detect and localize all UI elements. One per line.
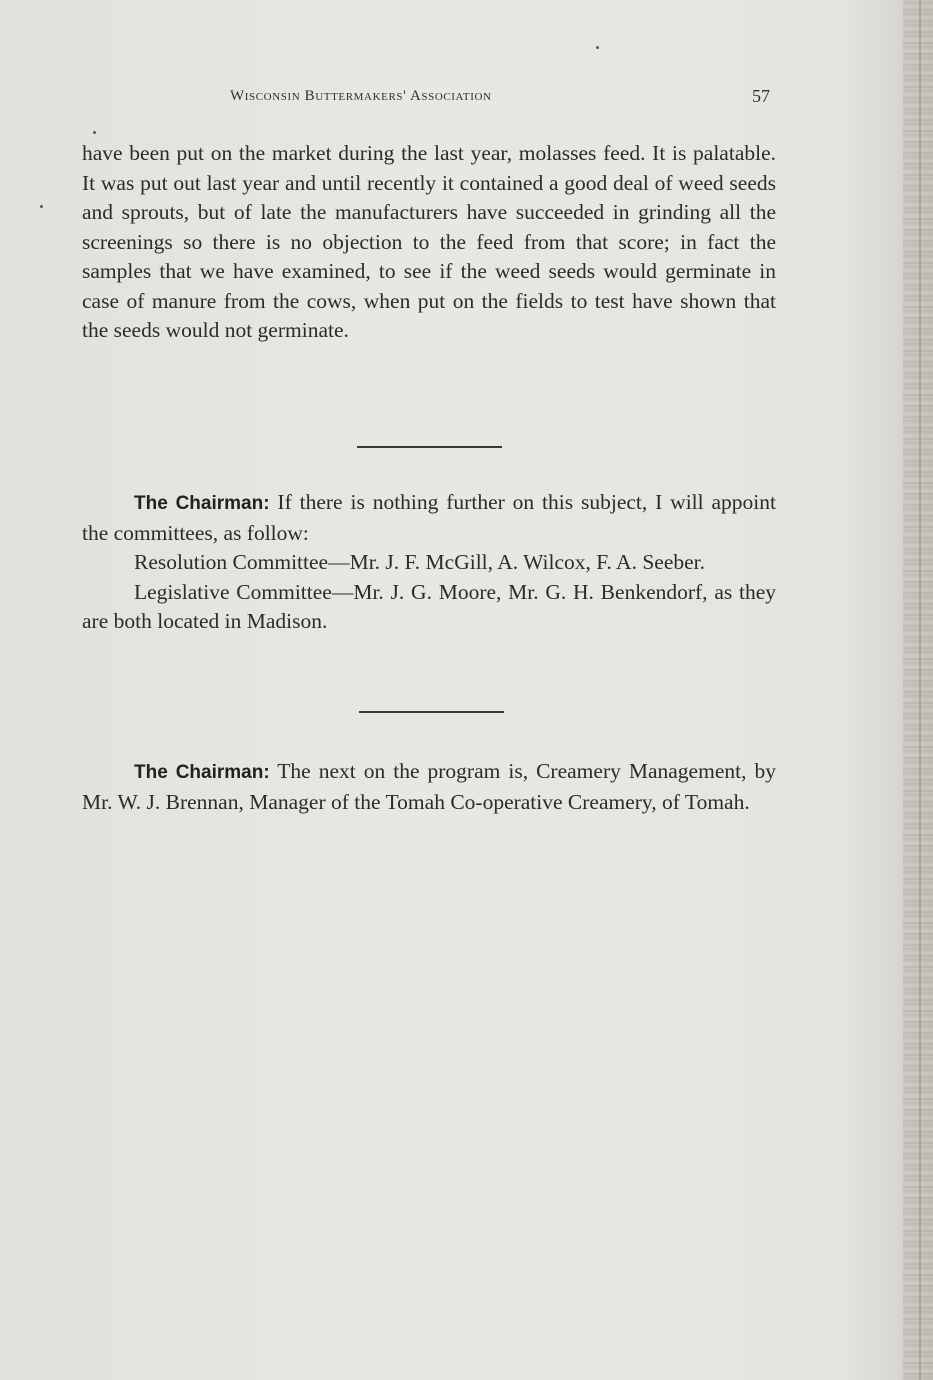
section-divider — [359, 711, 504, 713]
section-divider — [357, 446, 502, 448]
print-speck — [40, 205, 43, 208]
print-speck — [596, 46, 599, 49]
page-number: 57 — [752, 86, 770, 106]
paragraph-molasses-feed — [82, 139, 776, 346]
speaker-label: The Chairman: — [134, 762, 270, 783]
speaker-label: The Chairman: — [134, 493, 270, 514]
statement-text: The next on the program is, Creamery Management, by Mr. W. J. Brennan, Manager of the Tomah Co-operative Creamery, of Tomah. — [82, 759, 776, 814]
print-speck — [93, 131, 96, 134]
resolution-committee: Resolution Committee—Mr. J. F. McGill, A. Wilcox, F. A. Seeber. — [134, 550, 706, 574]
chairman-statement — [82, 757, 776, 817]
binding-shadow-line — [919, 0, 921, 1380]
paragraph-chairman-program — [82, 757, 776, 817]
chairman-statement — [82, 488, 776, 548]
paragraph-text: have been put on the market during the last year, molasses feed. It is palatable. It was put out last year and until recently it contained a good deal of weed seeds and sprouts, but of late the manufacturers have succeeded in grinding all the screenings so there is no objection to the feed from that score; in fact the samples that we have examined, to see if the weed seeds would germinate in case of manure from the cows, when put on the fields to test have shown that the seeds would not germinate. — [82, 141, 776, 342]
book-binding-edge — [903, 0, 933, 1380]
legislative-committee: Legislative Committee—Mr. J. G. Moore, Mr. G. H. Benkendorf, as they are both located in Madison. — [82, 579, 776, 633]
running-header-title: Wisconsin Buttermakers' Association — [230, 88, 492, 104]
statement-text: If there is nothing further on this subject, I will appoint the committees, as follow: — [82, 490, 776, 545]
paragraph-chairman-committees — [82, 488, 776, 637]
